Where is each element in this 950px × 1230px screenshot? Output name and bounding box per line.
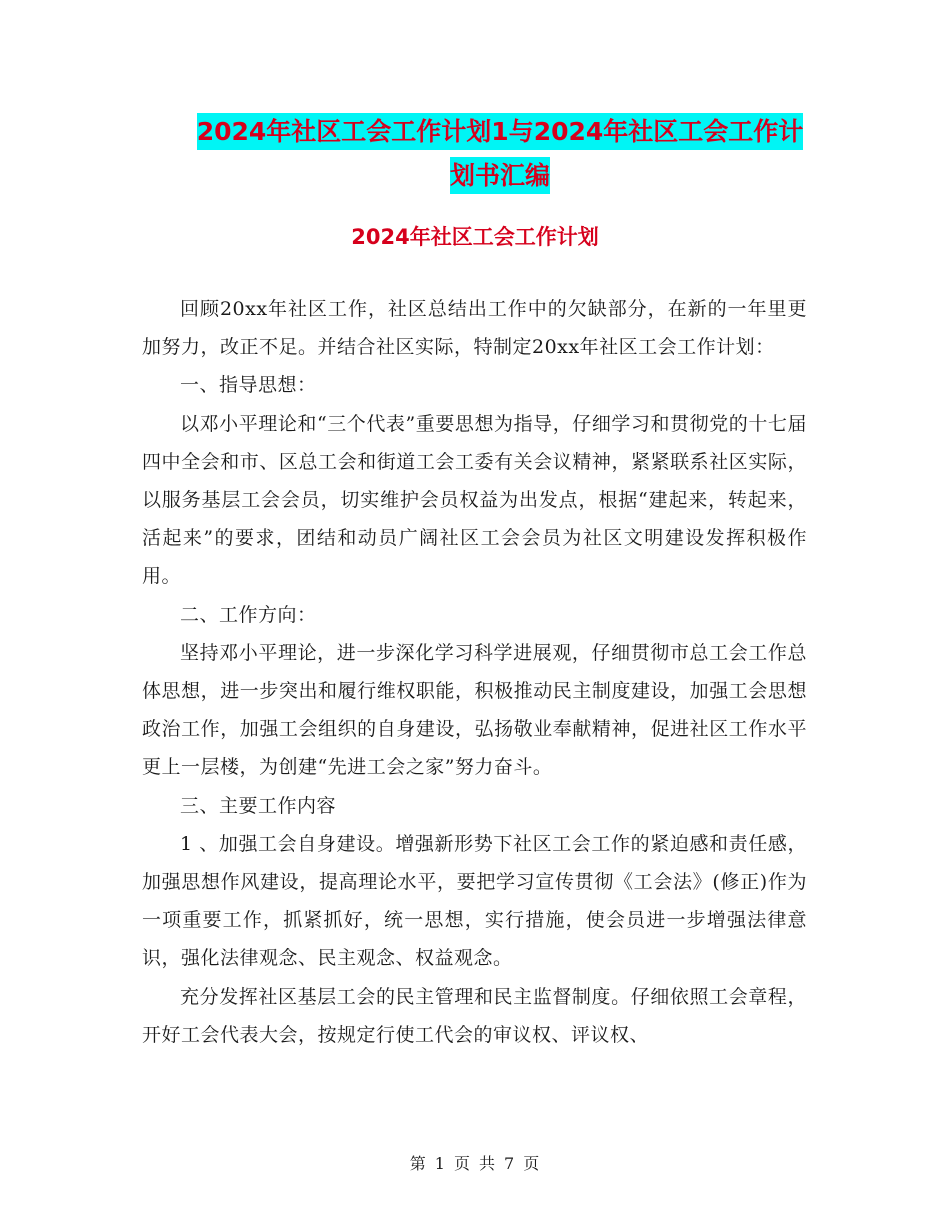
footer-total-label: 共 bbox=[479, 1154, 497, 1173]
footer-suffix: 页 bbox=[523, 1154, 541, 1173]
document-title bbox=[140, 110, 860, 198]
paragraph-guiding-thought: 以邓小平理论和“三个代表”重要思想为指导，仔细学习和贯彻党的十七届四中全会和市、区总工会和街道工会工委有关会议精神，紧紧联系社区实际，以服务基层工会会员，切实维护会员权益为出发点，根据“建起来，转起来，活起来”的要求，团结和动员广阔社区工会会员为社区文明建设发挥积极作用。 bbox=[142, 412, 807, 588]
paragraph-work-direction: 坚持邓小平理论，进一步深化学习科学进展观，仔细贯彻市总工会工作总体思想，进一步突出和履行维权职能，积极推动民主制度建设，加强工会思想政治工作，加强工会组织的自身建设，弘扬敬业奉献精神，促进社区工作水平更上一层楼，为创建“先进工会之家”努力奋斗。 bbox=[142, 641, 807, 779]
total-pages: 7 bbox=[504, 1154, 516, 1173]
paragraph-intro: 回顾20xx年社区工作，社区总结出工作中的欠缺部分，在新的一年里更加努力，改正不足。并结合社区实际，特制定20xx年社区工会工作计划： bbox=[142, 298, 807, 359]
section-title: 2024年社区工会工作计划 bbox=[351, 225, 599, 249]
page-number: 1 bbox=[434, 1154, 446, 1173]
document-title-line2: 划书汇编 bbox=[450, 157, 550, 194]
paragraph-democratic-management: 充分发挥社区基层工会的民主管理和民主监督制度。仔细依照工会章程，开好工会代表大会，按规定行使工代会的审议权、评议权、 bbox=[142, 985, 807, 1046]
heading-main-content: 三、主要工作内容 bbox=[180, 794, 337, 817]
heading-work-direction: 二、工作方向： bbox=[180, 603, 317, 626]
document-body bbox=[142, 290, 807, 1054]
footer-prefix: 第 bbox=[409, 1154, 427, 1173]
heading-guiding-thought: 一、指导思想： bbox=[180, 374, 317, 397]
paragraph-item-1: 1 、加强工会自身建设。增强新形势下社区工会工作的紧迫感和责任感，加强思想作风建设，提高理论水平，要把学习宣传贯彻《工会法》(修正)作为一项重要工作，抓紧抓好，统一思想，实行措施，使会员进一步增强法律意识，强化法律观念、民主观念、权益观念。 bbox=[142, 832, 807, 970]
footer-page-unit: 页 bbox=[453, 1154, 471, 1173]
document-title-line1: 2024年社区工会工作计划1与2024年社区工会工作计 bbox=[197, 113, 804, 150]
page-footer bbox=[0, 1152, 950, 1176]
